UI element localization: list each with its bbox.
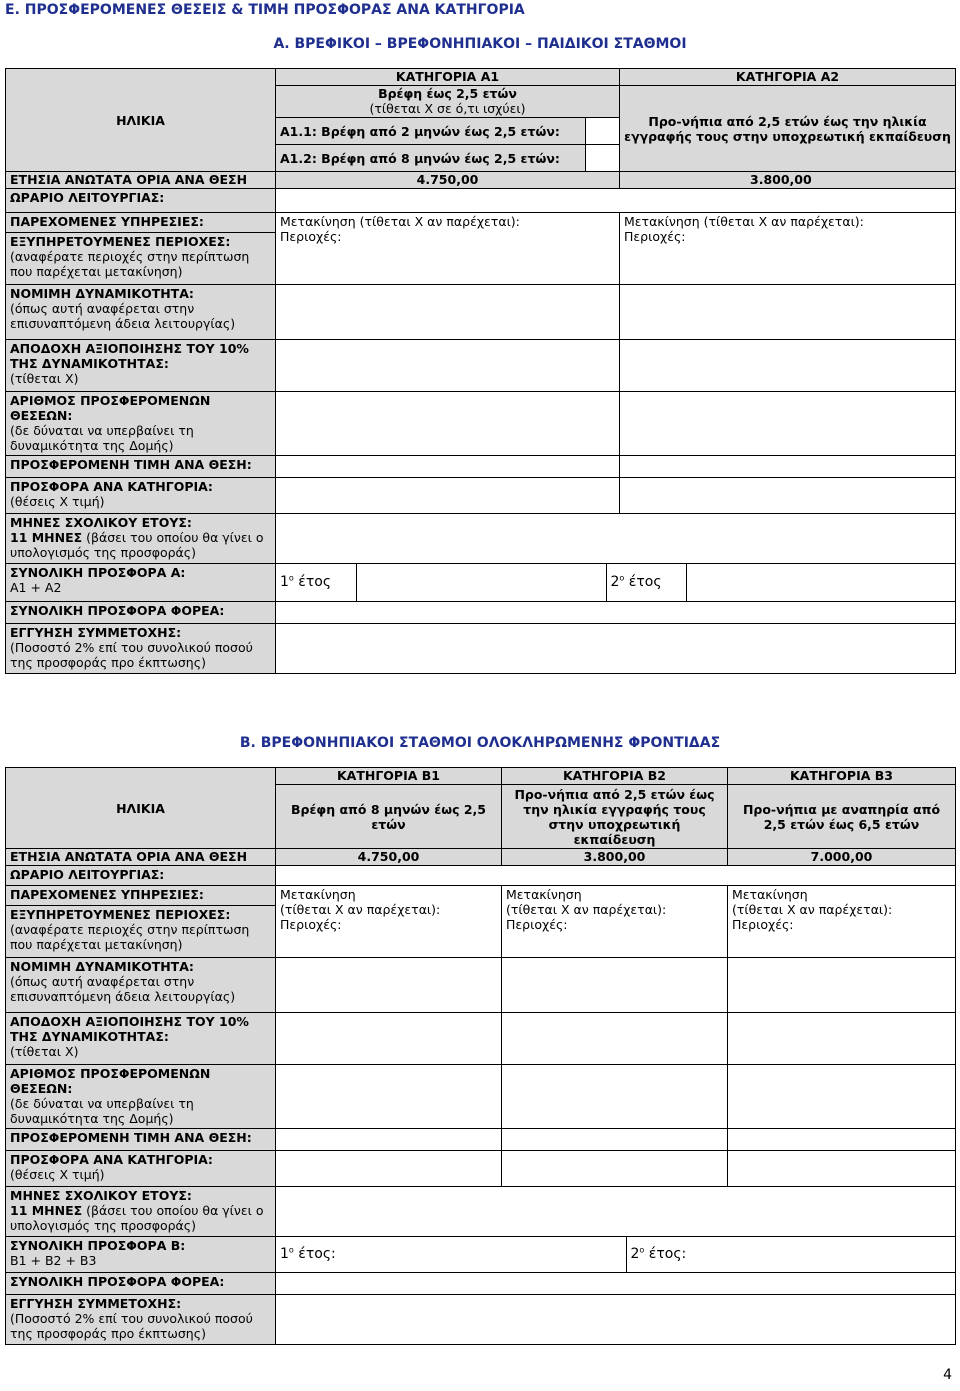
cat-b2-header: ΚΑΤΗΓΟΡΙΑ Β2: [502, 768, 728, 785]
a1-2-label: Α1.2: Βρέφη από 8 μηνών έως 2,5 ετών:: [276, 145, 586, 172]
total-offer-b-years: [276, 1237, 956, 1273]
offer-per-category-label-b: ΠΡΟΣΦΟΡΑ ΑΝΑ ΚΑΤΗΓΟΡΙΑ: (θέσεις Χ τιμή): [6, 1151, 276, 1187]
served-areas-label-b: ΕΞΥΠΗΡΕΤΟΥΜΕΝΕΣ ΠΕΡΙΟΧΕΣ: (αναφέρατε περιοχές στην περίπτωση που παρέχεται μετακίνηση): [6, 906, 276, 958]
b3-offer-field[interactable]: [728, 1151, 956, 1187]
b1-price-field[interactable]: [276, 1129, 502, 1151]
school-months-label-b: ΜΗΝΕΣ ΣΧΟΛΙΚΟΥ ΕΤΟΥΣ: 11 ΜΗΝΕΣ (βάσει του οποίου θα γίνει ο υπολογισμός της προσφοράς): [6, 1187, 276, 1237]
annual-limit-b3: 7.000,00: [728, 849, 956, 866]
table-b: [5, 767, 956, 1345]
total-body-field[interactable]: [276, 602, 956, 624]
section-b-title: Β. ΒΡΕΦΟΝΗΠΙΑΚΟΙ ΣΤΑΘΜΟΙ ΟΛΟΚΛΗΡΩΜΕΝΗΣ ΦΡΟΝΤΙΔΑΣ: [239, 735, 721, 751]
hours-field-b[interactable]: [276, 866, 956, 886]
num-places-label: ΑΡΙΘΜΟΣ ΠΡΟΣΦΕΡΟΜΕΝΩΝ ΘΕΣΕΩΝ: (δε δύναται να υπερβαίνει τη δυναμικότητα της Δομής): [6, 392, 276, 456]
b3-places-field[interactable]: [728, 1065, 956, 1129]
school-months-field-b[interactable]: [276, 1187, 956, 1237]
school-months-field[interactable]: [276, 514, 956, 564]
a1-1-label: Α1.1: Βρέφη από 2 μηνών έως 2,5 ετών:: [276, 118, 586, 145]
b3-capacity-field[interactable]: [728, 958, 956, 1013]
total-body-label-b: ΣΥΝΟΛΙΚΗ ΠΡΟΣΦΟΡΑ ΦΟΡΕΑ:: [6, 1273, 276, 1295]
annual-limit-a1: 4.750,00: [276, 172, 620, 189]
a2-price-field[interactable]: [620, 456, 956, 478]
annual-limit-label: ΕΤΗΣΙΑ ΑΝΩΤΑΤΑ ΟΡΙΑ ΑΝΑ ΘΕΣΗ: [6, 172, 276, 189]
a2-accept-field[interactable]: [620, 340, 956, 392]
guarantee-field[interactable]: [276, 624, 956, 674]
a1-price-field[interactable]: [276, 456, 620, 478]
accept-10-label-b: ΑΠΟΔΟΧΗ ΑΞΙΟΠΟΙΗΣΗΣ ΤΟΥ 10% ΤΗΣ ΔΥΝΑΜΙΚΟΤΗΤΑΣ: (τίθεται Χ): [6, 1013, 276, 1065]
hours-label: ΩΡΑΡΙΟ ΛΕΙΤΟΥΡΓΙΑΣ:: [6, 189, 276, 213]
annual-limit-label-b: ΕΤΗΣΙΑ ΑΝΩΤΑΤΑ ΟΡΙΑ ΑΝΑ ΘΕΣΗ: [6, 849, 276, 866]
total-offer-a-label: ΣΥΝΟΛΙΚΗ ΠΡΟΣΦΟΡΑ Α: Α1 + Α2: [6, 564, 276, 602]
cat-a1-header: ΚΑΤΗΓΟΡΙΑ Α1: [276, 69, 620, 86]
b1-offer-field[interactable]: [276, 1151, 502, 1187]
a2-capacity-field[interactable]: [620, 285, 956, 340]
b2-transport-field[interactable]: Μετακίνηση (τίθεται Χ αν παρέχεται): Περιοχές:: [502, 886, 728, 958]
a1-accept-field[interactable]: [276, 340, 620, 392]
a1-2-checkbox[interactable]: [586, 145, 620, 172]
total-offer-a-years: [276, 564, 956, 602]
age-label-b: ΗΛΙΚΙΑ: [6, 768, 276, 849]
year-2-field[interactable]: [686, 564, 955, 601]
a1-1-checkbox[interactable]: [586, 118, 620, 145]
b2-price-field[interactable]: [502, 1129, 728, 1151]
b3-transport-field[interactable]: Μετακίνηση (τίθεται Χ αν παρέχεται): Περιοχές:: [728, 886, 956, 958]
total-body-label: ΣΥΝΟΛΙΚΗ ΠΡΟΣΦΟΡΑ ΦΟΡΕΑ:: [6, 602, 276, 624]
cat-b1-description: Βρέφη από 8 μηνών έως 2,5 ετών: [276, 785, 502, 849]
b1-capacity-field[interactable]: [276, 958, 502, 1013]
cat-b2-description: Προ-νήπια από 2,5 ετών έως την ηλικία εγγραφής τους στην υποχρεωτική εκπαίδευση: [502, 785, 728, 849]
b2-places-field[interactable]: [502, 1065, 728, 1129]
b3-price-field[interactable]: [728, 1129, 956, 1151]
b2-offer-field[interactable]: [502, 1151, 728, 1187]
year-1-label: $1^o$ έτος: [280, 573, 332, 590]
year-2-label-b[interactable]: $2^o$ έτος:: [630, 1245, 687, 1262]
document-title: Ε. ΠΡΟΣΦΕΡΟΜΕΝΕΣ ΘΕΣΕΙΣ & ΤΙΜΗ ΠΡΟΣΦΟΡΑΣ ΑΝΑ ΚΑΤΗΓΟΡΙΑ: [5, 2, 525, 18]
price-per-place-label: ΠΡΟΣΦΕΡΟΜΕΝΗ ΤΙΜΗ ΑΝΑ ΘΕΣΗ:: [6, 456, 276, 478]
page-number: 4: [943, 1367, 952, 1383]
annual-limit-b1: 4.750,00: [276, 849, 502, 866]
services-label: ΠΑΡΕΧΟΜΕΝΕΣ ΥΠΗΡΕΣΙΕΣ:: [6, 213, 276, 233]
b1-places-field[interactable]: [276, 1065, 502, 1129]
accept-10-label: ΑΠΟΔΟΧΗ ΑΞΙΟΠΟΙΗΣΗΣ ΤΟΥ 10% ΤΗΣ ΔΥΝΑΜΙΚΟΤΗΤΑΣ: (τίθεται Χ): [6, 340, 276, 392]
table-a: [5, 68, 956, 674]
age-label: ΗΛΙΚΙΑ: [6, 69, 276, 172]
legal-capacity-label-b: ΝΟΜΙΜΗ ΔΥΝΑΜΙΚΟΤΗΤΑ: (όπως αυτή αναφέρεται στην επισυναπτόμενη άδεια λειτουργίας): [6, 958, 276, 1013]
guarantee-label-b: ΕΓΓΥΗΣΗ ΣΥΜΜΕΤΟΧΗΣ: (Ποσοστό 2% επί του συνολικού ποσού της προσφοράς προ έκπτωσης): [6, 1295, 276, 1345]
cat-a2-header: ΚΑΤΗΓΟΡΙΑ Α2: [620, 69, 956, 86]
a1-offer-field[interactable]: [276, 478, 620, 514]
cat-b3-header: ΚΑΤΗΓΟΡΙΑ Β3: [728, 768, 956, 785]
guarantee-field-b[interactable]: [276, 1295, 956, 1345]
total-body-field-b[interactable]: [276, 1273, 956, 1295]
section-a-title: Α. ΒΡΕΦΙΚΟΙ – ΒΡΕΦΟΝΗΠΙΑΚΟΙ – ΠΑΙΔΙΚΟΙ ΣΤΑΘΜΟΙ: [273, 36, 687, 52]
a1-transport-field[interactable]: Μετακίνηση (τίθεται Χ αν παρέχεται): Περιοχές:: [276, 213, 620, 285]
b1-accept-field[interactable]: [276, 1013, 502, 1065]
legal-capacity-label: ΝΟΜΙΜΗ ΔΥΝΑΜΙΚΟΤΗΤΑ: (όπως αυτή αναφέρεται στην επισυναπτόμενη άδεια λειτουργίας): [6, 285, 276, 340]
b2-accept-field[interactable]: [502, 1013, 728, 1065]
price-per-place-label-b: ΠΡΟΣΦΕΡΟΜΕΝΗ ΤΙΜΗ ΑΝΑ ΘΕΣΗ:: [6, 1129, 276, 1151]
school-months-label: ΜΗΝΕΣ ΣΧΟΛΙΚΟΥ ΕΤΟΥΣ: 11 ΜΗΝΕΣ (βάσει του οποίου θα γίνει ο υπολογισμός της προσφοράς): [6, 514, 276, 564]
a2-places-field[interactable]: [620, 392, 956, 456]
annual-limit-a2: 3.800,00: [620, 172, 956, 189]
guarantee-label: ΕΓΓΥΗΣΗ ΣΥΜΜΕΤΟΧΗΣ: (Ποσοστό 2% επί του συνολικού ποσού της προσφοράς προ έκπτωσης): [6, 624, 276, 674]
hours-field[interactable]: [276, 189, 956, 213]
b3-accept-field[interactable]: [728, 1013, 956, 1065]
year-1-label-b[interactable]: $1^o$ έτος:: [276, 1237, 626, 1272]
num-places-label-b: ΑΡΙΘΜΟΣ ΠΡΟΣΦΕΡΟΜΕΝΩΝ ΘΕΣΕΩΝ: (δε δύναται να υπερβαίνει τη δυναμικότητα της Δομής): [6, 1065, 276, 1129]
cat-b1-header: ΚΑΤΗΓΟΡΙΑ Β1: [276, 768, 502, 785]
a2-offer-field[interactable]: [620, 478, 956, 514]
annual-limit-b2: 3.800,00: [502, 849, 728, 866]
services-label-b: ΠΑΡΕΧΟΜΕΝΕΣ ΥΠΗΡΕΣΙΕΣ:: [6, 886, 276, 906]
cat-a2-description: Προ-νήπια από 2,5 ετών έως την ηλικία εγγραφής τους στην υποχρεωτική εκπαίδευση: [620, 86, 956, 172]
year-2-label: $2^o$ έτος: [610, 573, 662, 590]
total-offer-b-label: ΣΥΝΟΛΙΚΗ ΠΡΟΣΦΟΡΑ Β: Β1 + Β2 + Β3: [6, 1237, 276, 1273]
b1-transport-field[interactable]: Μετακίνηση (τίθεται Χ αν παρέχεται): Περιοχές:: [276, 886, 502, 958]
offer-per-category-label: ΠΡΟΣΦΟΡΑ ΑΝΑ ΚΑΤΗΓΟΡΙΑ: (θέσεις Χ τιμή): [6, 478, 276, 514]
a1-capacity-field[interactable]: [276, 285, 620, 340]
b2-capacity-field[interactable]: [502, 958, 728, 1013]
cat-a1-subheader: Βρέφη έως 2,5 ετών (τίθεται Χ σε ό,τι ισχύει): [276, 86, 620, 118]
served-areas-label: ΕΞΥΠΗΡΕΤΟΥΜΕΝΕΣ ΠΕΡΙΟΧΕΣ: (αναφέρατε περιοχές στην περίπτωση που παρέχεται μετακίνηση): [6, 233, 276, 285]
year-1-field[interactable]: [356, 564, 606, 601]
hours-label-b: ΩΡΑΡΙΟ ΛΕΙΤΟΥΡΓΙΑΣ:: [6, 866, 276, 886]
a1-places-field[interactable]: [276, 392, 620, 456]
a2-transport-field[interactable]: Μετακίνηση (τίθεται Χ αν παρέχεται): Περιοχές:: [620, 213, 956, 285]
cat-b3-description: Προ-νήπια με αναπηρία από 2,5 ετών έως 6,5 ετών: [728, 785, 956, 849]
